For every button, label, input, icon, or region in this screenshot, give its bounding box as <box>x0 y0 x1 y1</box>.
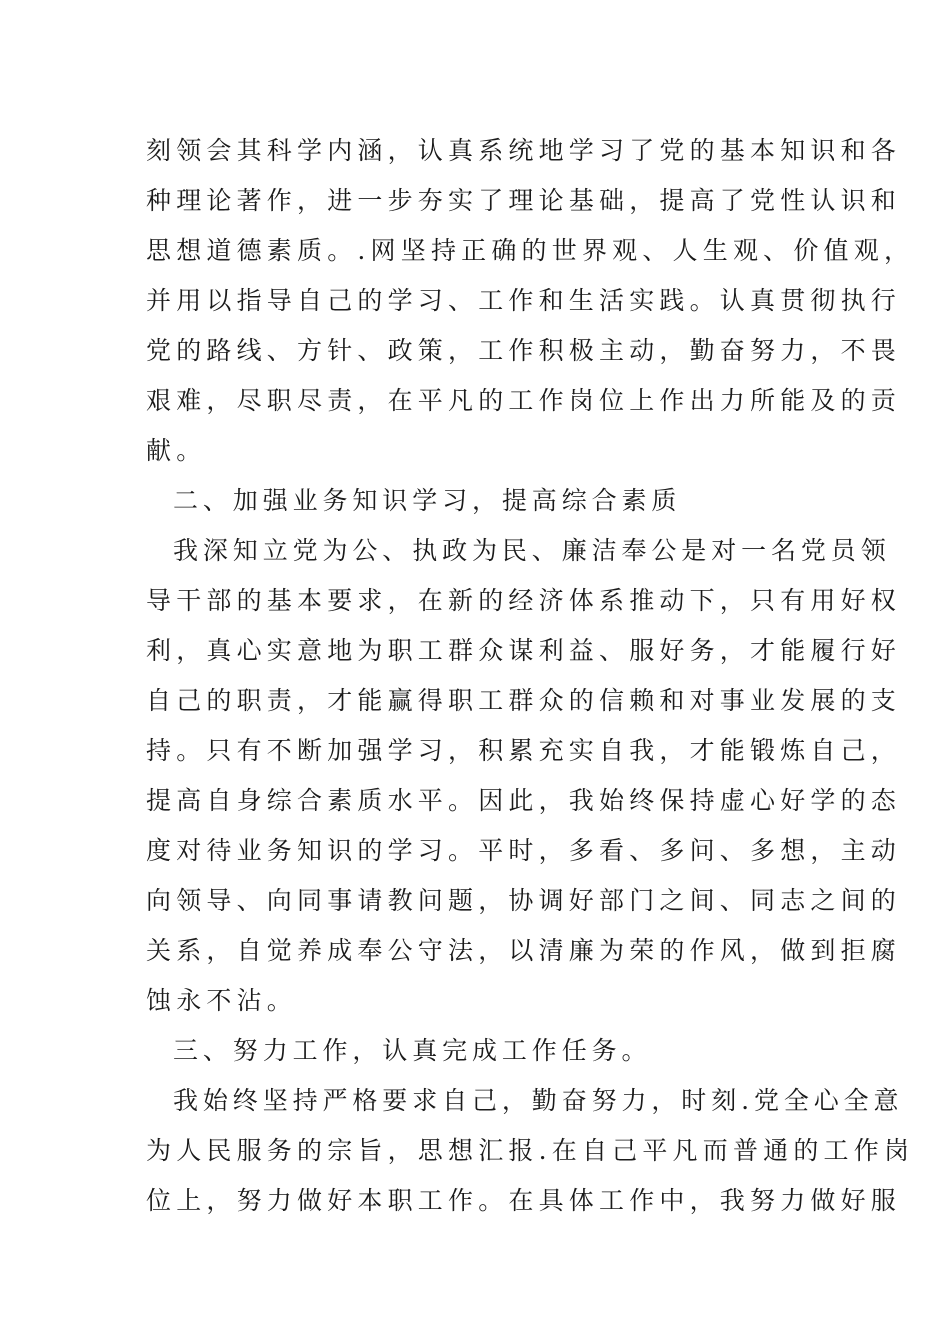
text-line: 艰难，尽职尽责，在平凡的工作岗位上作出力所能及的贡 <box>146 386 902 415</box>
document-body <box>146 126 915 1226</box>
text-line: 位上，努力做好本职工作。在具体工作中，我努力做好服 <box>146 1186 902 1215</box>
text-line: 并用以指导自己的学习、工作和生活实践。认真贯彻执行 <box>146 286 902 315</box>
text-line: 关系，自觉养成奉公守法，以清廉为荣的作风，做到拒腐 <box>146 936 902 965</box>
text-line: 思想道德素质。.网坚持正确的世界观、人生观、价值观， <box>146 236 915 265</box>
text-line: 度对待业务知识的学习。平时，多看、多问、多想，主动 <box>146 836 902 865</box>
text-line: 持。只有不断加强学习，积累充实自我，才能锻炼自己， <box>146 736 902 765</box>
text-line: 三、努力工作，认真完成工作任务。 <box>173 1036 652 1065</box>
text-line: 我始终坚持严格要求自己，勤奋努力，时刻.党全心全意 <box>173 1086 904 1115</box>
text-line: 二、加强业务知识学习，提高综合素质 <box>173 486 682 515</box>
text-line: 向领导、向同事请教问题，协调好部门之间、同志之间的 <box>146 886 902 915</box>
text-line: 为人民服务的宗旨，思想汇报.在自己平凡而普通的工作岗 <box>146 1136 915 1165</box>
text-line: 刻领会其科学内涵，认真系统地学习了党的基本知识和各 <box>146 136 902 165</box>
text-line: 我深知立党为公、执政为民、廉洁奉公是对一名党员领 <box>173 536 891 565</box>
text-line: 利，真心实意地为职工群众谋利益、服好务，才能履行好 <box>146 636 902 665</box>
text-line: 自己的职责，才能赢得职工群众的信赖和对事业发展的支 <box>146 686 902 715</box>
text-line: 种理论著作，进一步夯实了理论基础，提高了党性认识和 <box>146 186 902 215</box>
text-line: 党的路线、方针、政策，工作积极主动，勤奋努力，不畏 <box>146 336 902 365</box>
text-line: 提高自身综合素质水平。因此，我始终保持虚心好学的态 <box>146 786 902 815</box>
text-line: 导干部的基本要求，在新的经济体系推动下，只有用好权 <box>146 586 902 615</box>
text-line: 蚀永不沾。 <box>146 986 298 1015</box>
text-line: 献。 <box>146 436 207 465</box>
